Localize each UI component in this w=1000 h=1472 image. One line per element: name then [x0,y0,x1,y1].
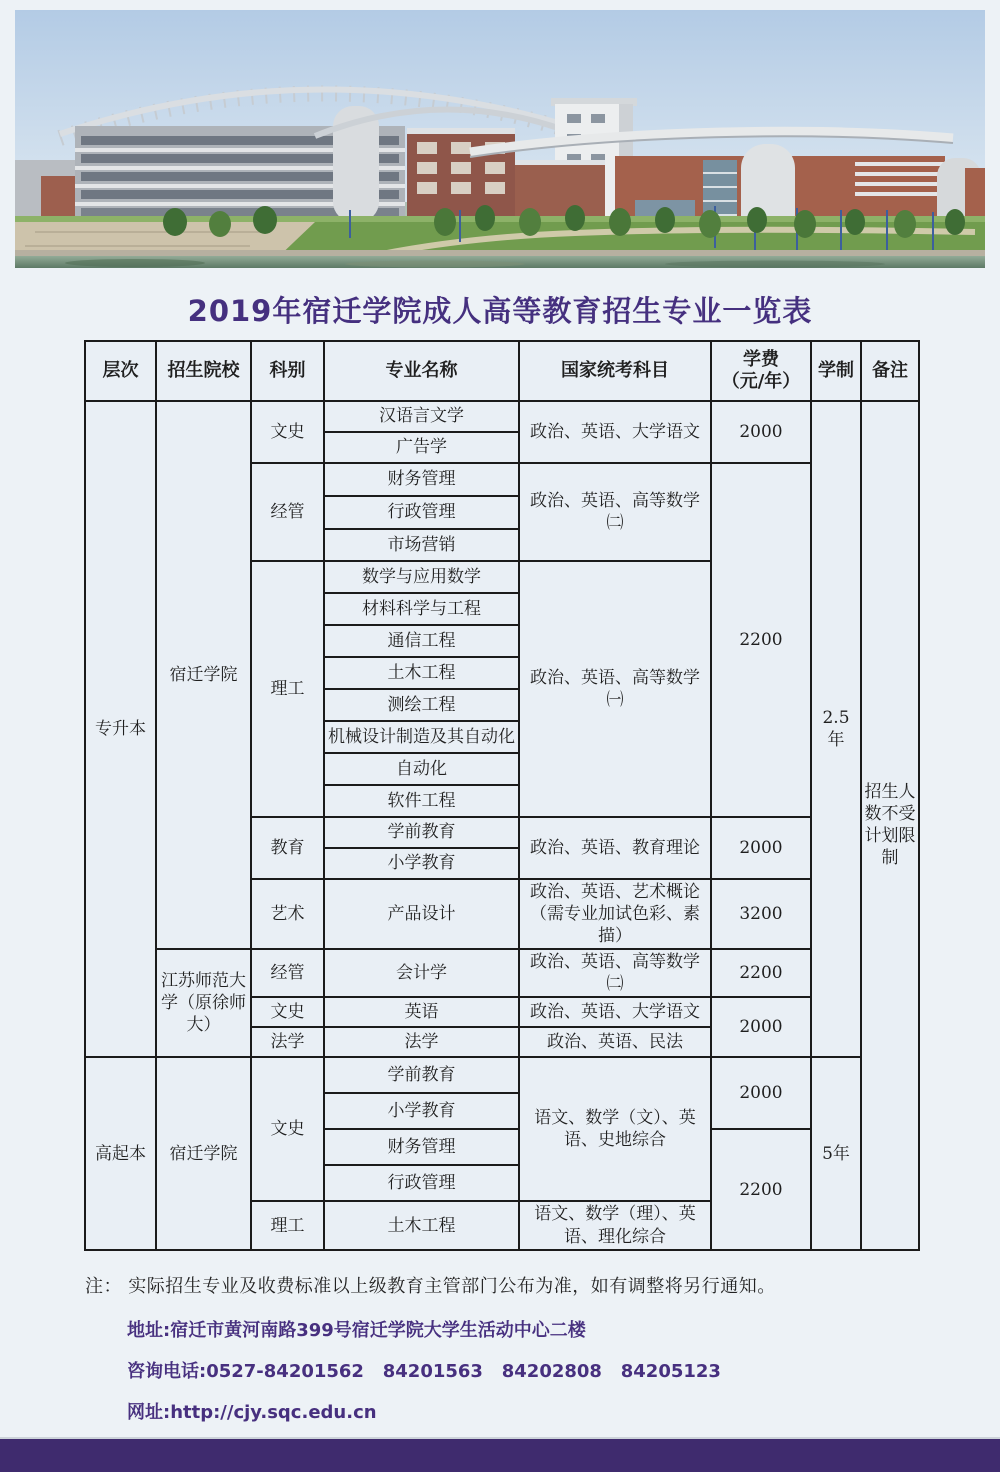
cell-category: 文史 [251,997,324,1027]
header-level: 层次 [85,341,156,401]
header-major: 专业名称 [324,341,519,401]
cell-remark: 招生人数不受计划限制 [861,401,919,1250]
cell-major: 市场营销 [324,529,519,561]
table-row [85,1057,919,1093]
cell-major: 财务管理 [324,463,519,496]
cell-category: 文史 [251,1057,324,1201]
cell-level-gqb: 高起本 [85,1057,156,1249]
cell-major: 数学与应用数学 [324,561,519,593]
cell-fee: 2200 [711,949,811,997]
cell-fee: 2000 [711,817,811,879]
campus-photo-art [15,10,985,268]
header-fee-line2: （元/年） [721,371,801,392]
cell-major: 小学教育 [324,848,519,879]
cell-major: 会计学 [324,949,519,997]
cell-major: 广告学 [324,432,519,463]
cell-fee: 2200 [711,463,811,817]
cell-college-jsnu: 江苏师范大学（原徐师大） [156,949,251,1057]
cell-exam: 政治、英语、高等数学㈡ [519,949,711,997]
cell-category: 文史 [251,401,324,463]
cell-category: 经管 [251,463,324,561]
cell-exam: 政治、英语、大学语文 [519,401,711,463]
cell-exam: 语文、数学（理）、英语、理化综合 [519,1201,711,1249]
contact-phone: 咨询电话:0527-84201562 84201563 84202808 84205123 [127,1361,721,1382]
cell-major: 软件工程 [324,785,519,817]
cell-fee: 2000 [711,997,811,1057]
cell-major: 自动化 [324,753,519,785]
cell-exam: 政治、英语、艺术概论（需专业加试色彩、素描） [519,879,711,949]
footer-bar [0,1437,1000,1472]
cell-major: 行政管理 [324,496,519,529]
cell-major: 土木工程 [324,657,519,689]
cell-fee: 2000 [711,401,811,463]
table-row [85,949,919,997]
cell-duration: 5年 [811,1057,861,1249]
cell-major: 汉语言文学 [324,401,519,432]
cell-major: 土木工程 [324,1201,519,1249]
cell-exam: 政治、英语、高等数学㈠ [519,561,711,817]
contact-address: 地址:宿迁市黄河南路399号宿迁学院大学生活动中心二楼 [127,1320,586,1341]
campus-photo [15,10,985,268]
cell-major: 学前教育 [324,817,519,848]
cell-fee: 2000 [711,1057,811,1129]
header-college: 招生院校 [156,341,251,401]
contact-block [127,1316,927,1439]
cell-major: 英语 [324,997,519,1027]
cell-major: 行政管理 [324,1165,519,1201]
cell-fee: 2200 [711,1129,811,1249]
header-fee-line1: 学费 [743,348,779,370]
cell-category: 经管 [251,949,324,997]
cell-category: 理工 [251,1201,324,1249]
note-line: 注： 实际招生专业及收费标准以上级教育主管部门公布为准，如有调整将另行通知。 [85,1276,776,1297]
header-remark: 备注 [861,341,919,401]
cell-major: 财务管理 [324,1129,519,1165]
cell-level-zsb: 专升本 [85,401,156,1057]
contact-website: 网址:http://cjy.sqc.edu.cn [127,1402,377,1423]
header-exam: 国家统考科目 [519,341,711,401]
cell-college-sqxy: 宿迁学院 [156,401,251,949]
cell-major: 法学 [324,1027,519,1057]
header-duration: 学制 [811,341,861,401]
cell-major: 机械设计制造及其自动化 [324,721,519,753]
cell-exam: 政治、英语、高等数学㈡ [519,463,711,561]
cell-exam: 政治、英语、大学语文 [519,997,711,1027]
cell-exam: 政治、英语、民法 [519,1027,711,1057]
header-category: 科别 [251,341,324,401]
cell-category: 理工 [251,561,324,817]
cell-college-sqxy2: 宿迁学院 [156,1057,251,1249]
cell-major: 材料科学与工程 [324,593,519,625]
cell-major: 测绘工程 [324,689,519,721]
cell-category: 艺术 [251,879,324,949]
table-header-row [85,341,919,401]
admissions-table [84,340,920,1251]
header-fee [711,341,811,401]
cell-duration: 2.5年 [811,401,861,1057]
table-row [85,401,919,432]
cell-major: 产品设计 [324,879,519,949]
cell-exam: 语文、数学（文）、英语、史地综合 [519,1057,711,1201]
cell-exam: 政治、英语、教育理论 [519,817,711,879]
cell-category: 法学 [251,1027,324,1057]
cell-major: 小学教育 [324,1093,519,1129]
cell-major: 学前教育 [324,1057,519,1093]
cell-major: 通信工程 [324,625,519,657]
cell-category: 教育 [251,817,324,879]
cell-fee: 3200 [711,879,811,949]
page-title: 2019年宿迁学院成人高等教育招生专业一览表 [187,294,813,328]
